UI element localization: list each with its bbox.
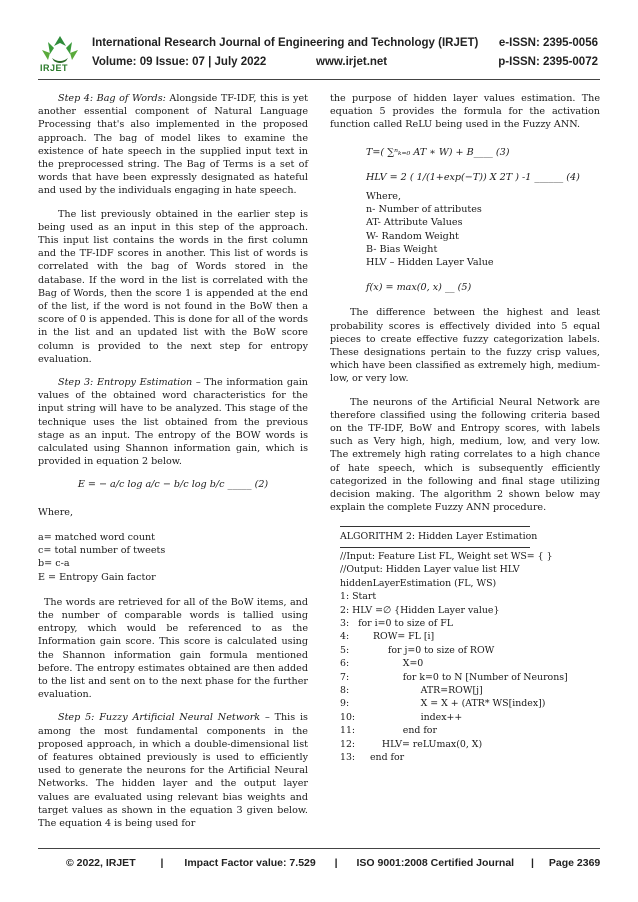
fuzzy-paragraph: The difference between the highest and least probability scores is effectively divided into 5 equal pieces to create effective fuzzy categorization labels. These designations pertain to the fuzzy crisp values, which have been classified as extremely high, medium-low, or very low.: [330, 307, 600, 385]
definition-item: a= matched word count: [38, 531, 156, 543]
list-paragraph: The list previously obtained in the earlier step is being used as an input in this step of the approach. This input list contains the words in the first column and the TF-IDF scores in another. This list of words is correlated with the bag of Words stored in the database. If the word in the list is correlated with the Bag of Words, then the score 1 is appended at the end of the list, if the word is not found in the BoW then a score of 0 is appended. This is done for all of the words in the list and an updated list with the BoW score column is provided to the next step for entropy evaluation.: [38, 208, 309, 365]
algo-line: 1: Start: [340, 591, 377, 603]
footer-impact: Impact Factor value: 7.529: [184, 857, 316, 869]
entropy-paragraph: The words are retrieved for all of the BoW items, and the number of comparable words is tallied using entropy, which would be referenced to as the Information gain score. This score is calculated using the Shannon information gain formula mentioned before. The entropy estimates obtained are then added to the list and sent on to the next phase for the further evaluation.: [38, 596, 308, 701]
equation-5: f(x) = max(0, x) __ (5): [366, 282, 472, 294]
equation-4: HLV = 2 ( 1/(1+exp(−T)) X 2T ) -1 ______ (4): [366, 171, 580, 183]
footer-page: Page 2369: [548, 857, 601, 869]
definition-item: HLV – Hidden Layer Value: [366, 257, 494, 269]
algo-line: 5: for j=0 to size of ROW: [340, 644, 495, 656]
eissn: e-ISSN: 2395-0056: [498, 37, 598, 49]
step3-paragraph: [38, 376, 308, 468]
algo-line: 3: for i=0 to size of FL: [340, 617, 453, 629]
algo-line: hiddenLayerEstimation (FL, WS): [340, 577, 497, 589]
definition-item: n- Number of attributes: [366, 204, 482, 216]
algo-line: 13: end for: [340, 751, 405, 763]
step5-label: Step 5: Fuzzy Artificial Neural Network –: [58, 712, 270, 724]
algorithm-2: [330, 526, 600, 764]
step4-text: Alongside TF-IDF, this is yet another essential component of Natural Language Processing that's also implemented in the proposed approach. The bag of model likes to examine the existence of hate speech in the supplied input text in the preprocessed string. The Bag of Terms is a set of words that have been expressly designated as hateful and used by the individuals engaging in hate speech.: [38, 93, 308, 197]
footer-separator: |: [334, 857, 338, 869]
step4-paragraph: [38, 92, 308, 198]
algo-line: 8: ATR=ROW[j]: [340, 684, 483, 696]
algo-line: 4: ROW= FL [i]: [340, 631, 435, 643]
algo-line: 9: X = X + (ATR* WS[index]): [340, 698, 546, 710]
algo-line: 7: for k=0 to N [Number of Neurons]: [340, 671, 568, 683]
equation-2: E = − a/c log a/c − b/c log b/c _____ (2): [77, 479, 269, 491]
left-column: [38, 92, 308, 840]
footer-rule: [38, 848, 600, 849]
definition-item: B- Bias Weight: [366, 243, 438, 255]
website: www.irjet.net: [316, 56, 388, 68]
algo-line: //Input: Feature List FL, Weight set WS= { }: [340, 550, 553, 562]
algo-title: ALGORITHM 2: Hidden Layer Estimation: [340, 531, 538, 543]
algo-line: 11: end for: [340, 725, 437, 737]
step4-label: Step 4: Bag of Words:: [58, 93, 166, 104]
definition-item: c= total number of tweets: [38, 545, 166, 557]
footer-separator: |: [531, 857, 534, 869]
footer-copyright: © 2022, IRJET: [66, 857, 136, 869]
definition-item: E = Entropy Gain factor: [38, 571, 156, 583]
journal-title: International Research Journal of Engineering and Technology (IRJET): [92, 37, 479, 49]
equation-3: T=( ∑ⁿₖ₌₀ AT ∗ W) + B____ (3): [366, 146, 510, 158]
footer-iso: ISO 9001:2008 Certified Journal: [356, 857, 515, 869]
algo-line: 10: index++: [340, 711, 463, 723]
relu-paragraph: the purpose of hidden layer values estimation. The equation 5 provides the formula for the activation function called ReLU being used in the Fuzzy ANN.: [330, 93, 600, 131]
step5-text: This is among the most fundamental components in the proposed approach, in which a double-dimensional list of features obtained previously is used to efficiently used to generate the neurons for the Artificial Neural Networks. The hidden layer and the output layer values are evaluated using relevant bias weights and target values as shown in the equation 3 given below. The equation 4 is being used for: [38, 712, 308, 829]
algo-line: //Output: Hidden Layer value list HLV: [340, 564, 520, 576]
logo-text: IRJET: [40, 63, 69, 73]
where-label: Where,: [38, 506, 74, 518]
where-label: Where,: [366, 191, 402, 203]
header-rule: [38, 79, 600, 80]
where-block: [330, 190, 600, 269]
definition-item: AT- Attribute Values: [366, 217, 463, 229]
step5-paragraph: [38, 711, 308, 830]
page-header: [38, 34, 598, 74]
neurons-paragraph: The neurons of the Artificial Neural Network are therefore classified using the following criteria based on the TF-IDF, BoW and Entropy scores, with labels such as Very high, high, medium, low, and very low. The extremely high rating correlates to a high chance of hate speech, which is subsequently efficiently categorized in the following and final stage utilizing decision making. The algorithm 2 shown below may explain the complete Fuzzy ANN procedure.: [330, 396, 600, 514]
right-column: [330, 92, 600, 764]
algo-title-rule: [340, 547, 530, 548]
volume-info: Volume: 09 Issue: 07 | July 2022: [92, 56, 267, 68]
algo-line: 2: HLV =∅ {Hidden Layer value}: [340, 604, 500, 616]
step3-text: – The information gain values of the obtained word characteristics for the input string will have to be analyzed. This stage of the technique uses the list obtained from the previous stage as an input. The entropy of the BOW words is calculated using Shannon information gain, which is provided in equation 2 below.: [38, 377, 308, 468]
definition-item: b= c-a: [38, 558, 70, 570]
algo-top-rule: [340, 526, 530, 527]
pissn: p-ISSN: 2395-0072: [498, 56, 598, 68]
algo-line: 12: HLV= reLUmax(0, X): [340, 738, 483, 750]
algo-line: 6: X=0: [340, 658, 424, 670]
step3-label: Step 3: Entropy Estimation: [58, 377, 193, 389]
definition-item: W- Random Weight: [366, 230, 459, 242]
footer-separator: |: [160, 857, 164, 869]
page-footer: [38, 857, 600, 869]
